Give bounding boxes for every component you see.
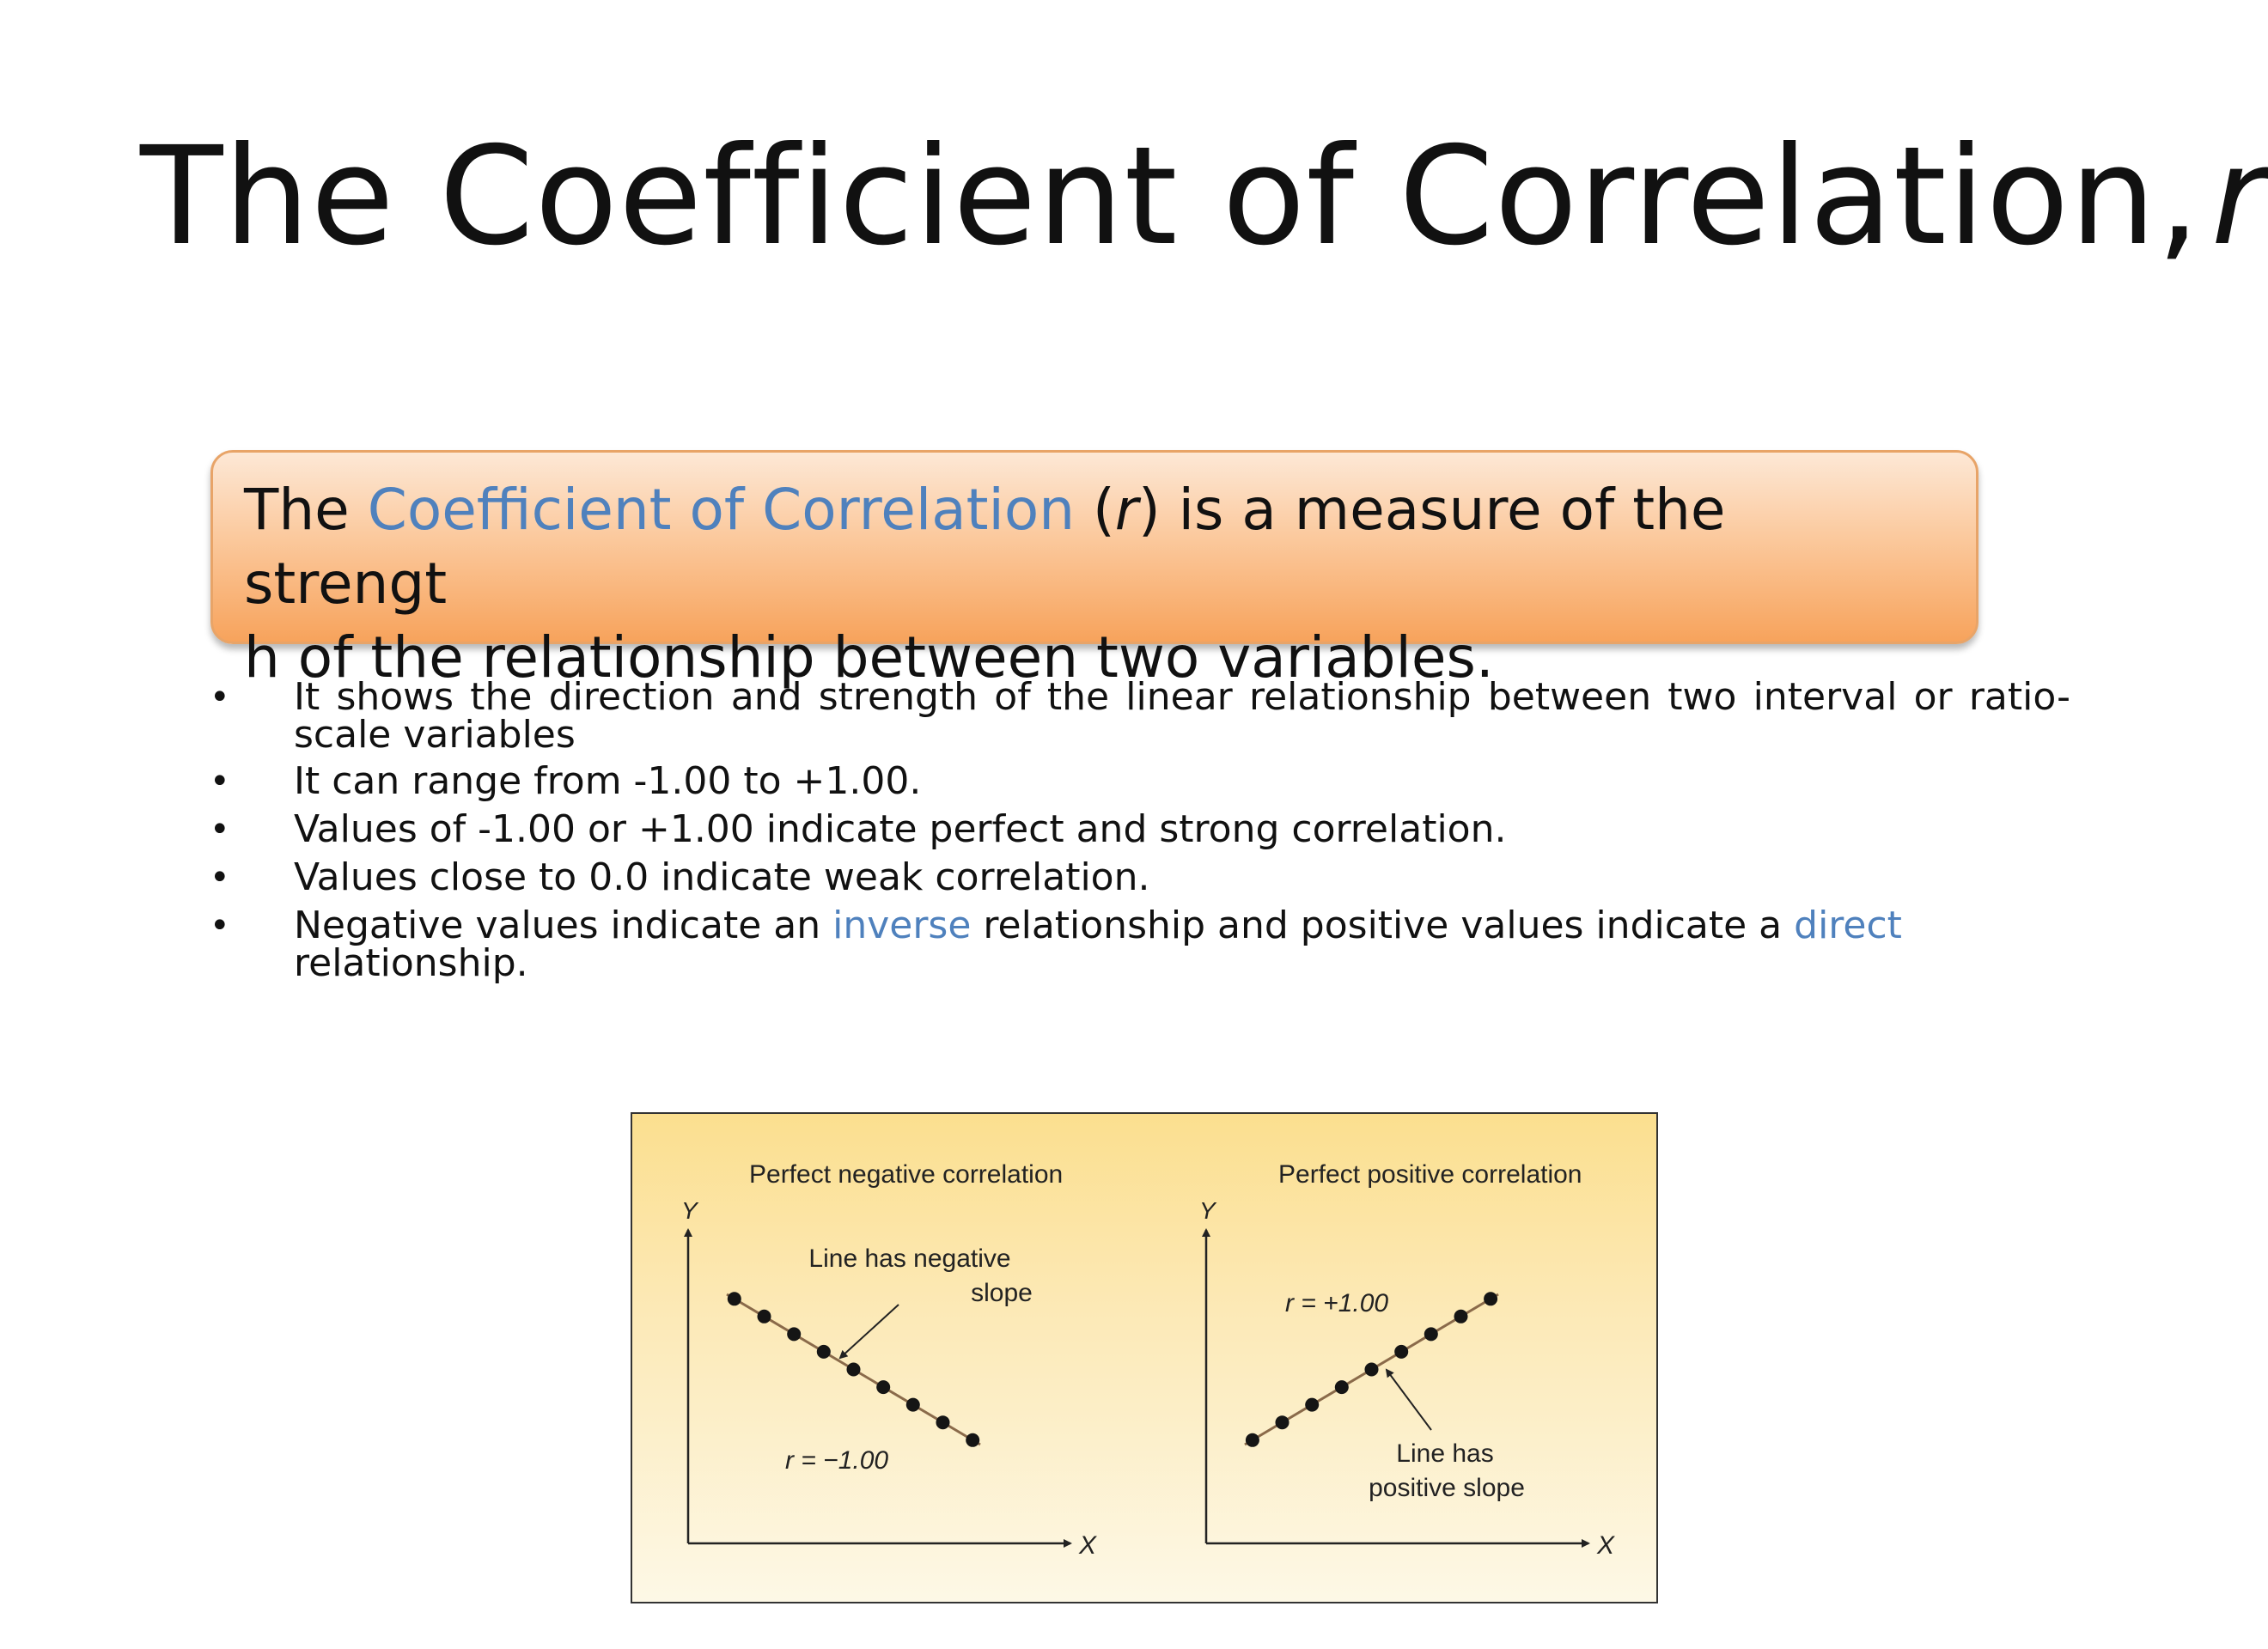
correlation-figure bbox=[631, 1112, 1658, 1603]
right-data-point bbox=[1424, 1327, 1438, 1341]
right-annotation-line1: Line has bbox=[1396, 1439, 1494, 1468]
right-annotation-arrow bbox=[1387, 1370, 1431, 1430]
correlation-figure-svg bbox=[632, 1114, 1656, 1602]
left-data-points bbox=[728, 1292, 979, 1447]
right-data-point bbox=[1246, 1433, 1259, 1447]
right-annotation-line2: positive slope bbox=[1369, 1474, 1525, 1502]
right-panel-title: Perfect positive correlation bbox=[1278, 1160, 1582, 1189]
page-title-text: The Coefficient of Correlation, bbox=[140, 118, 2201, 276]
bullet-glyph: • bbox=[210, 810, 230, 849]
right-data-point bbox=[1454, 1310, 1468, 1323]
list-item bbox=[206, 675, 2070, 757]
left-data-point bbox=[758, 1310, 771, 1323]
left-data-point bbox=[966, 1433, 979, 1447]
left-data-point bbox=[787, 1327, 801, 1341]
callout-line2: h of the relationship between two variables. bbox=[244, 624, 1494, 691]
page-title-variable: r bbox=[2210, 118, 2268, 276]
right-data-point bbox=[1484, 1292, 1497, 1305]
definition-callout bbox=[210, 450, 1978, 691]
left-x-axis-label: X bbox=[1079, 1531, 1097, 1560]
left-data-point bbox=[906, 1398, 920, 1412]
left-data-point bbox=[876, 1380, 890, 1394]
bullet-glyph: • bbox=[210, 762, 230, 801]
bullet-text: It shows the direction and strength of the linear relationship between two interval or ratio-scale variables bbox=[294, 675, 2070, 757]
list-item bbox=[206, 904, 2070, 985]
list-item bbox=[206, 759, 2070, 803]
bullet-list bbox=[206, 675, 2070, 993]
left-data-point bbox=[936, 1415, 950, 1429]
right-r-label: r = +1.00 bbox=[1285, 1289, 1389, 1317]
left-r-label: r = −1.00 bbox=[785, 1446, 889, 1475]
right-data-point bbox=[1394, 1345, 1408, 1359]
bullet-text: Values of -1.00 or +1.00 indicate perfect and strong correlation. bbox=[294, 807, 1507, 851]
left-panel-title: Perfect negative correlation bbox=[749, 1160, 1064, 1189]
direct-link[interactable]: direct bbox=[1794, 904, 1902, 947]
bullet-text-pre: Negative values indicate an bbox=[294, 904, 833, 947]
right-data-point bbox=[1365, 1363, 1379, 1377]
bullet-glyph: • bbox=[210, 858, 230, 898]
inverse-link[interactable]: inverse bbox=[832, 904, 972, 947]
left-annotation-arrow bbox=[840, 1305, 899, 1358]
callout-term: Coefficient of Correlation bbox=[367, 477, 1076, 543]
callout-variable: r bbox=[1114, 477, 1138, 543]
callout-mid2: ) is a measure of the strengt bbox=[244, 477, 1726, 617]
list-item bbox=[206, 807, 2070, 851]
right-x-axis-label: X bbox=[1597, 1531, 1615, 1560]
bullet-text-post: relationship. bbox=[294, 941, 528, 985]
left-data-point bbox=[728, 1292, 741, 1305]
right-data-point bbox=[1305, 1398, 1319, 1412]
list-item bbox=[206, 855, 2070, 899]
left-data-point bbox=[847, 1363, 861, 1377]
left-annotation-line1: Line has negative bbox=[808, 1244, 1011, 1273]
bullet-text: Values close to 0.0 indicate weak correlation. bbox=[294, 855, 1150, 899]
left-data-point bbox=[817, 1345, 831, 1359]
bullet-glyph: • bbox=[210, 678, 230, 717]
callout-mid1: ( bbox=[1075, 477, 1115, 543]
right-data-point bbox=[1335, 1380, 1349, 1394]
page-title bbox=[140, 118, 2268, 276]
bullet-glyph: • bbox=[210, 906, 230, 946]
left-y-axis-label: Y bbox=[681, 1197, 698, 1224]
callout-pre: The bbox=[244, 477, 368, 543]
right-data-point bbox=[1276, 1415, 1289, 1429]
left-annotation-line2: slope bbox=[971, 1279, 1033, 1307]
bullet-text: It can range from -1.00 to +1.00. bbox=[294, 759, 922, 803]
right-y-axis-label: Y bbox=[1199, 1197, 1216, 1224]
bullet-text-mid: relationship and positive values indicate a bbox=[971, 904, 1795, 947]
